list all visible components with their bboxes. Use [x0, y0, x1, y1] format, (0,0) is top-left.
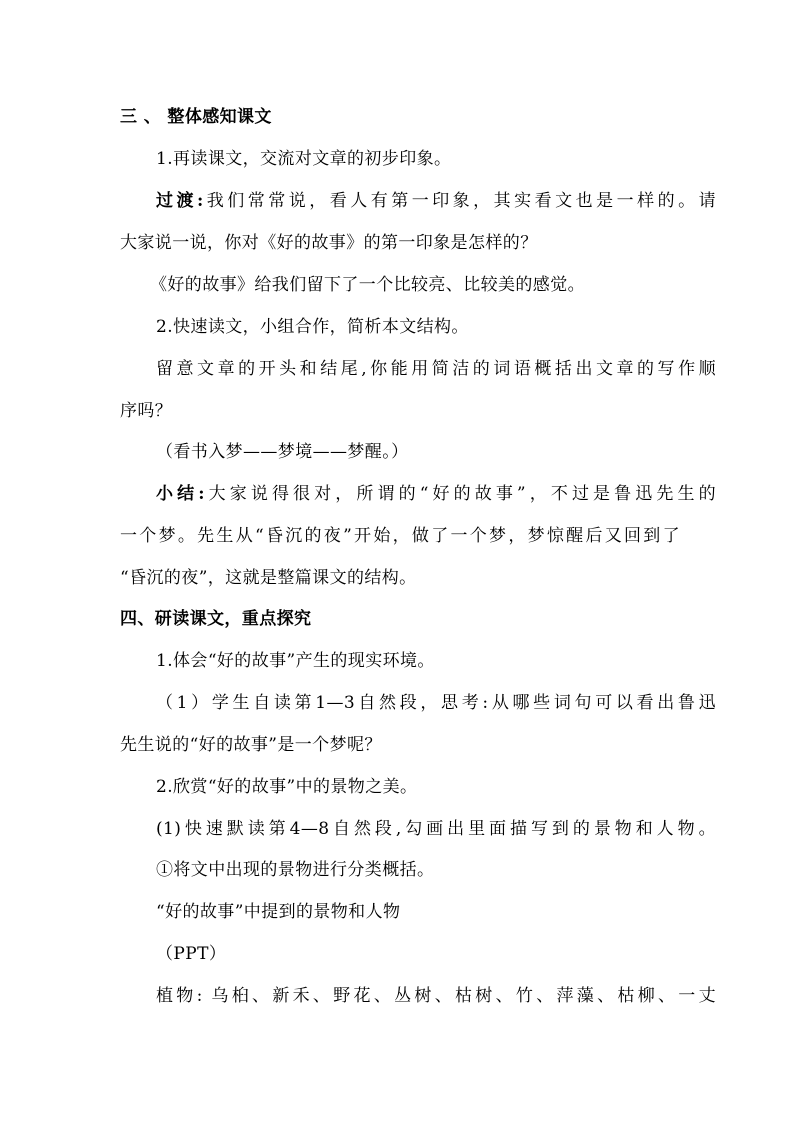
line-text: 大家说得很对，所谓的“好的故事”，不过是鲁迅先生的 [204, 484, 716, 504]
paragraph-line [120, 567, 680, 589]
paragraph-line [120, 400, 680, 422]
paragraph-line [120, 776, 716, 798]
paragraph-line [120, 818, 716, 840]
line-text: “昏沉的夜”，这就是整篇课文的结构。 [120, 568, 417, 588]
paragraph-line [120, 692, 716, 714]
paragraph-line [120, 274, 710, 296]
line-text: “好的故事”中提到的景物和人物 [156, 902, 401, 922]
line-text: （看书入梦——梦境——梦醒。） [156, 442, 409, 462]
paragraph-line [120, 943, 716, 965]
line-text: ①将文中出现的景物进行分类概括。 [156, 860, 435, 880]
line-text: 2.快速读文，小组合作，简析本文结构。 [156, 317, 469, 337]
line-text: 植物: 乌桕、新禾、野花、丛树、枯树、竹、萍藻、枯柳、一丈 [156, 986, 716, 1006]
paragraph-line [120, 358, 716, 380]
heading-text: 四、研读课文，重点探究 [120, 609, 312, 629]
paragraph-line [120, 859, 716, 881]
paragraph-line [120, 901, 716, 923]
line-text: 留意文章的开头和结尾,你能用简洁的词语概括出文章的写作顺 [156, 359, 716, 379]
line-text: 序吗？ [120, 401, 173, 421]
section-heading-3 [120, 106, 680, 128]
paragraph-line [120, 316, 716, 338]
line-text: 1.再读课文，交流对文章的初步印象。 [156, 149, 452, 169]
heading-text: 三 、 整体感知课文 [120, 107, 272, 127]
paragraph-line [120, 483, 716, 505]
line-text: 大家说一说，你对《好的故事》的第一印象是怎样的？ [120, 233, 538, 253]
paragraph-line [120, 734, 680, 756]
line-text: 2.欣赏“好的故事”中的景物之美。 [156, 777, 418, 797]
line-text: 1.体会“好的故事”产生的现实环境。 [156, 651, 435, 671]
paragraph-line [120, 985, 716, 1007]
paragraph-line [120, 525, 680, 547]
paragraph-line [120, 441, 716, 463]
line-text: (1)快速默读第4—8自然段,勾画出里面描写到的景物和人物。 [156, 819, 716, 839]
lead-label: 小结: [156, 484, 205, 504]
section-heading-4 [120, 608, 680, 630]
lead-label: 过渡: [156, 191, 204, 211]
paragraph-line [120, 232, 680, 254]
line-text: 一个梦。先生从“昏沉的夜”开始，做了一个梦，梦惊醒后又回到了 [120, 526, 680, 546]
paragraph-line [120, 190, 716, 212]
line-text: 我们常常说，看人有第一印象，其实看文也是一样的。请 [203, 191, 716, 211]
paragraph-line [120, 148, 716, 170]
line-text: （1）学生自读第1—3自然段，思考:从哪些词句可以看出鲁迅 [156, 693, 716, 713]
line-text: 先生说的“好的故事”是一个梦呢？ [120, 735, 382, 755]
paragraph-line [120, 650, 716, 672]
line-text: （PPT） [156, 944, 227, 964]
line-text: 《好的故事》给我们留下了一个比较亮、比较美的感觉。 [150, 275, 585, 295]
